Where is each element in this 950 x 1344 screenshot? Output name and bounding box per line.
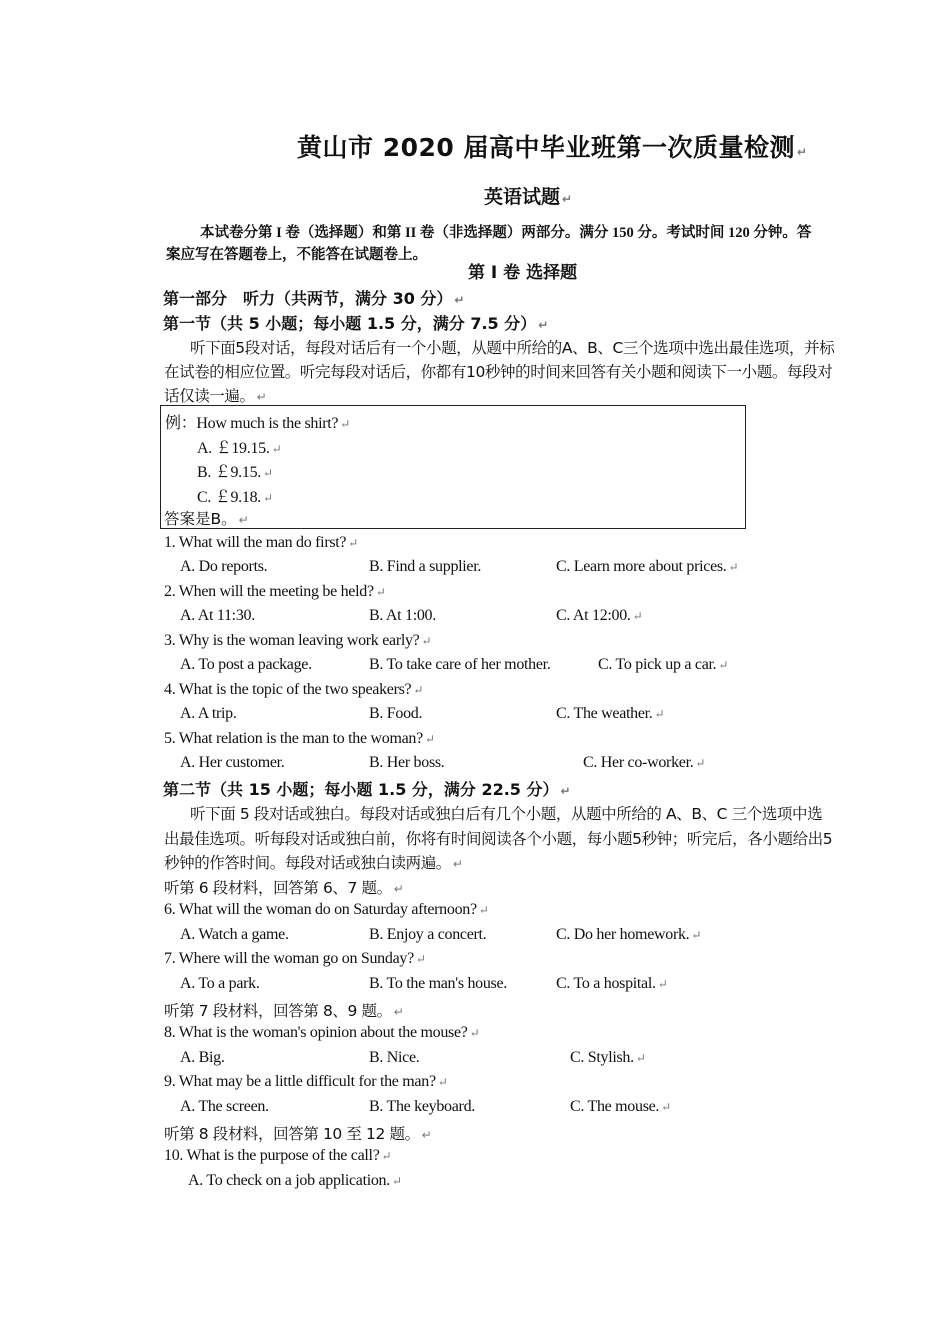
question-2: 2. When will the meeting be held? ↵ — [164, 583, 386, 600]
section-one-instruction-line-1: 听下面5段对话，每段对话后有一个小题，从题中所给的A、B、C三个选项中选出最佳选项，并标 — [190, 339, 835, 357]
question-10: 10. What is the purpose of the call? ↵ — [164, 1147, 392, 1164]
material-6-heading: 听第 6 段材料，回答第 6、7 题。 ↵ — [164, 879, 404, 897]
question-8-option-a: A. Big. — [180, 1049, 225, 1066]
question-2-option-c: C. At 12:00. ↵ — [556, 607, 643, 624]
question-7-option-a: A. To a park. — [180, 975, 260, 992]
question-7-option-c: C. To a hospital. ↵ — [556, 975, 668, 992]
example-answer: 答案是B。 ↵ — [164, 510, 249, 528]
volume-one-heading: 第 I 卷 选择题 — [468, 263, 578, 283]
question-6-option-b: B. Enjoy a concert. — [369, 926, 487, 943]
question-7: 7. Where will the woman go on Sunday? ↵ — [164, 950, 426, 967]
material-7-heading: 听第 7 段材料，回答第 8、9 题。 ↵ — [164, 1002, 404, 1020]
question-1: 1. What will the man do first? ↵ — [164, 534, 358, 551]
question-6: 6. What will the woman do on Saturday afternoon? ↵ — [164, 901, 489, 918]
question-5-option-a: A. Her customer. — [180, 754, 285, 771]
example-question: 例：How much is the shirt? ↵ — [165, 415, 350, 432]
question-3: 3. Why is the woman leaving work early? ↵ — [164, 632, 432, 649]
section-two-instruction-line-3: 秒钟的作答时间。每段对话或独白读两遍。 ↵ — [164, 854, 463, 872]
question-1-option-a: A. Do reports. — [180, 558, 268, 575]
question-9-option-a: A. The screen. — [180, 1098, 269, 1115]
material-8-heading: 听第 8 段材料，回答第 10 至 12 题。 ↵ — [164, 1125, 432, 1143]
exam-subtitle: 英语试题 ↵ — [484, 186, 573, 208]
question-6-option-a: A. Watch a game. — [180, 926, 289, 943]
question-5: 5. What relation is the man to the woman? ↵ — [164, 730, 435, 747]
question-3-option-b: B. To take care of her mother. — [369, 656, 551, 673]
example-option-c: C. ￡9.18. ↵ — [197, 489, 273, 506]
exam-notice-line-1: 本试卷分第 I 卷（选择题）和第 II 卷（非选择题）两部分。满分 150 分。考试时间 120 分钟。答 — [200, 225, 812, 241]
question-4-option-a: A. A trip. — [180, 705, 237, 722]
question-9: 9. What may be a little difficult for the man? ↵ — [164, 1073, 448, 1090]
section-one-instruction-line-3: 话仅读一遍。 ↵ — [164, 387, 267, 405]
question-9-option-b: B. The keyboard. — [369, 1098, 475, 1115]
question-1-option-c: C. Learn more about prices. ↵ — [556, 558, 739, 575]
question-4-option-c: C. The weather. ↵ — [556, 705, 665, 722]
question-1-option-b: B. Find a supplier. — [369, 558, 482, 575]
section-two-heading: 第二节（共 15 小题；每小题 1.5 分，满分 22.5 分） ↵ — [163, 780, 571, 799]
question-5-option-c: C. Her co-worker. ↵ — [583, 754, 706, 771]
section-two-instruction-line-1: 听下面 5 段对话或独白。每段对话或独白后有几个小题，从题中所给的 A、B、C 三个选项中选 — [190, 805, 823, 823]
question-10-option-a: A. To check on a job application. ↵ — [188, 1172, 402, 1189]
question-9-option-c: C. The mouse. ↵ — [570, 1098, 671, 1115]
question-3-option-a: A. To post a package. — [180, 656, 312, 673]
part-one-heading: 第一部分 听力（共两节，满分 30 分） ↵ — [163, 289, 465, 308]
exam-title: 黄山市 2020 届高中毕业班第一次质量检测 ↵ — [297, 133, 808, 162]
example-option-b: B. ￡9.15. ↵ — [197, 464, 273, 481]
question-6-option-c: C. Do her homework. ↵ — [556, 926, 702, 943]
question-8-option-c: C. Stylish. ↵ — [570, 1049, 646, 1066]
section-two-instruction-line-2: 出最佳选项。听每段对话或独白前，你将有时间阅读各个小题，每小题5秒钟；听完后，各小题给出5 — [164, 830, 833, 848]
question-3-option-c: C. To pick up a car. ↵ — [598, 656, 729, 673]
question-4-option-b: B. Food. — [369, 705, 423, 722]
question-4: 4. What is the topic of the two speakers? ↵ — [164, 681, 424, 698]
question-8: 8. What is the woman's opinion about the mouse? ↵ — [164, 1024, 480, 1041]
question-2-option-a: A. At 11:30. — [180, 607, 255, 624]
exam-notice-line-2: 案应写在答题卷上，不能答在试题卷上。 — [166, 247, 427, 263]
section-one-heading: 第一节（共 5 小题；每小题 1.5 分，满分 7.5 分） ↵ — [163, 314, 549, 333]
question-5-option-b: B. Her boss. — [369, 754, 445, 771]
section-one-instruction-line-2: 在试卷的相应位置。听完每段对话后，你都有10秒钟的时间来回答有关小题和阅读下一小题。每段对 — [164, 363, 833, 381]
example-option-a: A. ￡19.15. ↵ — [197, 440, 282, 457]
question-8-option-b: B. Nice. — [369, 1049, 420, 1066]
question-2-option-b: B. At 1:00. — [369, 607, 436, 624]
question-7-option-b: B. To the man's house. — [369, 975, 507, 992]
